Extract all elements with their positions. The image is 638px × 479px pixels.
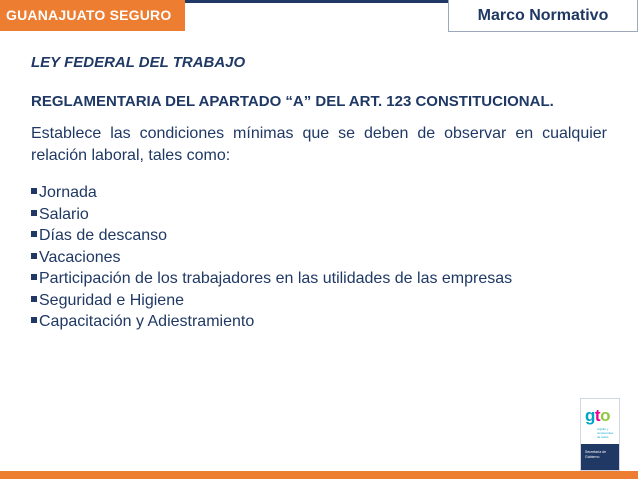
square-bullet-icon: [31, 188, 37, 194]
list-item-label: Seguridad e Higiene: [39, 291, 184, 309]
list-item-label: Participación de los trabajadores en las utilidades de las empresas: [39, 270, 513, 287]
section-title: Marco Normativo: [448, 0, 638, 32]
square-bullet-icon: [31, 253, 37, 259]
list-item: [31, 182, 607, 204]
logo-letter-t: t: [594, 406, 601, 425]
gto-wordmark: [585, 407, 610, 424]
list-item: [31, 225, 607, 247]
list-item: [31, 268, 607, 290]
logo-letter-o: o: [600, 406, 610, 425]
square-bullet-icon: [31, 231, 37, 237]
list-item-label: Vacaciones: [39, 248, 121, 266]
description-text: Establece las condiciones mínimas que se deben de observar en cualquier relación laboral, tales como:: [31, 125, 607, 164]
logo-department-band: [581, 444, 619, 470]
footer-accent-bar: [0, 471, 638, 479]
regulation-text: REGLAMENTARIA DEL APARTADO “A” DEL ART. 123 CONSTITUCIONAL.: [31, 93, 554, 110]
list-item-label: Días de descanso: [39, 227, 168, 244]
list-item-label: Salario: [39, 205, 89, 223]
law-title: LEY FEDERAL DEL TRABAJO: [31, 54, 246, 71]
list-item: [31, 247, 607, 269]
logo-department-text: Secretaría de Gobierno: [585, 450, 607, 459]
conditions-list: [31, 182, 607, 333]
logo-tagline: orgullo y compromiso de todos: [597, 427, 614, 439]
square-bullet-icon: [31, 274, 37, 280]
square-bullet-icon: [31, 210, 37, 216]
list-item: [31, 290, 607, 312]
list-item-label: Jornada: [39, 184, 97, 201]
logo-letter-g: g: [585, 406, 595, 425]
slide-content: [31, 54, 607, 333]
gto-logo: [580, 398, 620, 471]
brand-tab: GUANAJUATO SEGURO: [0, 0, 185, 31]
square-bullet-icon: [31, 317, 37, 323]
list-item: [31, 204, 607, 226]
list-item: [31, 311, 607, 333]
list-item-label: Capacitación y Adiestramiento: [39, 313, 255, 330]
square-bullet-icon: [31, 296, 37, 302]
